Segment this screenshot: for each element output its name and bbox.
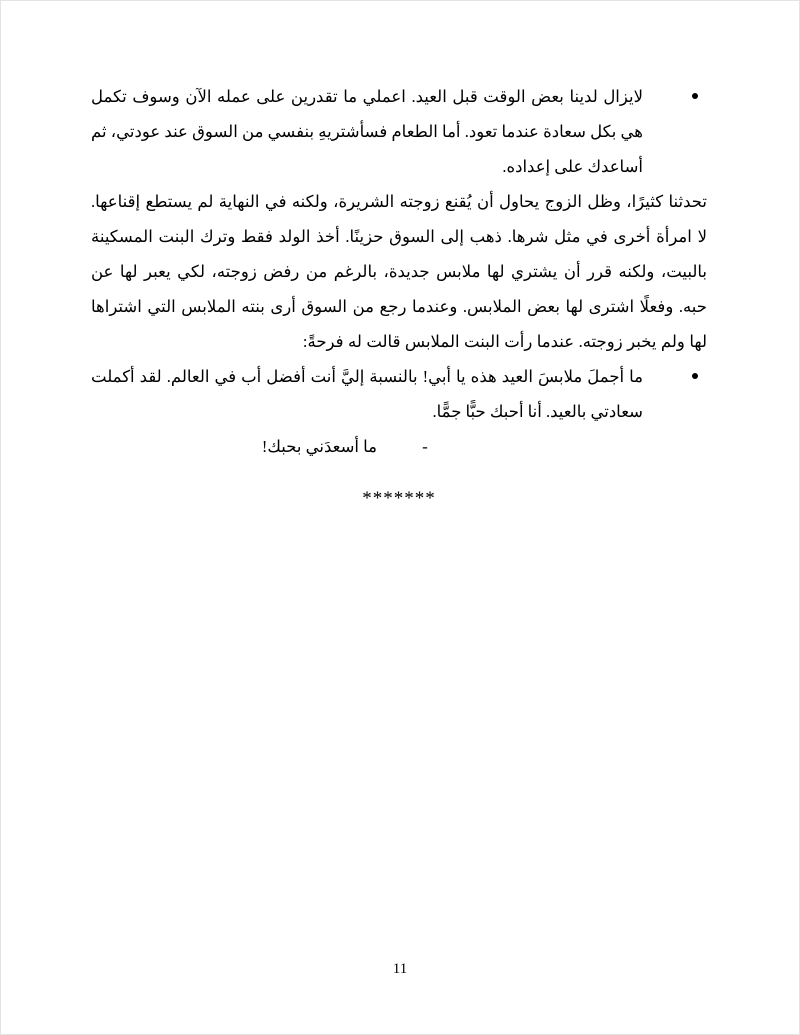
- bullet-item-3-text: ما أسعدَني بحبك!: [261, 437, 377, 456]
- bullet-dot-icon: [683, 79, 707, 114]
- page-number: 11: [392, 961, 408, 977]
- page-body: [91, 79, 707, 512]
- bullet-list-item-3: [91, 429, 707, 464]
- bullet-dash-icon: -: [422, 437, 428, 456]
- bullet-item-2-text: ما أجملَ ملابسَ العيد هذه يا أبي! بالنسبة إليَّ أنت أفضل أب في العالم. لقد أكملت سعادتي بالعيد. أنا أحبك حبًّا جمًّا.: [91, 367, 643, 421]
- body-paragraph-1: تحدثنا كثيرًا، وظل الزوج يحاول أن يُقنع زوجته الشريرة، ولكنه في النهاية لم يستطع إقناعها. لا امرأة أخرى في مثل شرها. ذهب إلى السوق حزينًا. أخذ الولد فقط وترك البنت المسكينة بالبيت، ولكنه قرر أن يشتري لها ملابس جديدة، بالرغم من رفض زوجته، لكي يعبر لها عن حبه. وفعلًا اشترى لها بعض الملابس. وعندما رجع من السوق أرى بنته الملابس التي اشتراها لها ولم يخبر زوجته. عندما رأت البنت الملابس قالت له فرحةً:: [91, 192, 707, 351]
- bullet-item-1-text: لايزال لدينا بعض الوقت قبل العيد. اعملي ما تقدرين على عمله الآن وسوف تكمل هي بكل سعادة عندما تعود. أما الطعام فسأشتريهِ بنفسي من السوق عند عودتي، ثم أساعدك على إعداده.: [91, 87, 643, 176]
- bullet-list-item-1: [91, 79, 707, 184]
- bullet-dot-icon: [683, 359, 707, 394]
- section-separator: *******: [362, 488, 436, 509]
- bullet-list-item-2: [91, 359, 707, 429]
